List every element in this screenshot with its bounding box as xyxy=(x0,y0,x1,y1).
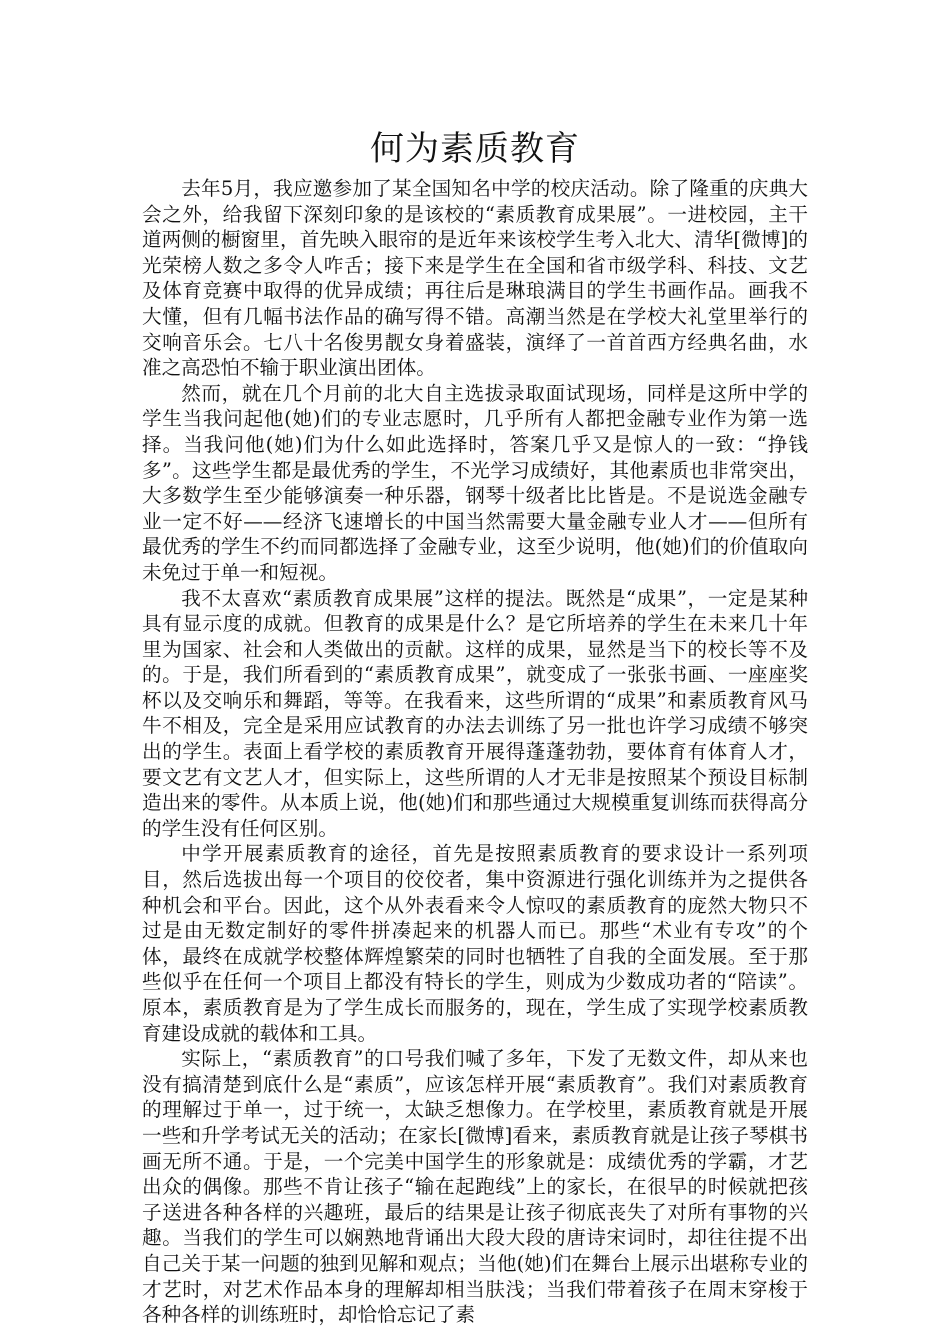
paragraph: 然而，就在几个月前的北大自主选拔录取面试现场，同样是这所中学的学生当我问起他(她)们的专业志愿时，几乎所有人都把金融专业作为第一选择。当我问他(她)们为什么如此选择时，答案几乎又是惊人的一致：“挣钱多”。这些学生都是最优秀的学生，不光学习成绩好，其他素质也非常突出，大多数学生至少能够演奏一种乐器，钢琴十级者比比皆是。不是说选金融专业一定不好——经济飞速增长的中国当然需要大量金融专业人才——但所有最优秀的学生不约而同都选择了金融专业，这至少说明，他(她)们的价值取向未免过于单一和短视。 xyxy=(142,381,808,584)
paragraph: 我不太喜欢“素质教育成果展”这样的提法。既然是“成果”，一定是某种具有显示度的成就。但教育的成果是什么？是它所培养的学生在未来几十年里为国家、社会和人类做出的贡献。这样的成果，显然是当下的校长等不及的。于是，我们所看到的“素质教育成果”，就变成了一张张书画、一座座奖杯以及交响乐和舞蹈，等等。在我看来，这些所谓的“成果”和素质教育风马牛不相及，完全是采用应试教育的办法去训练了另一批也许学习成绩不够突出的学生。表面上看学校的素质教育开展得蓬蓬勃勃，要体育有体育人才，要文艺有文艺人才，但实际上，这些所谓的人才无非是按照某个预设目标制造出来的零件。从本质上说，他(她)们和那些通过大规模重复训练而获得高分的学生没有任何区别。 xyxy=(142,586,808,840)
document-body xyxy=(142,176,808,1328)
paragraph: 去年5月，我应邀参加了某全国知名中学的校庆活动。除了隆重的庆典大会之外，给我留下深刻印象的是该校的“素质教育成果展”。一进校园，主干道两侧的橱窗里，首先映入眼帘的是近年来该校学生考入北大、清华[微博]的光荣榜人数之多令人咋舌；接下来是学生在全国和省市级学科、科技、文艺及体育竞赛中取得的优异成绩；再往后是琳琅满目的学生书画作品。画我不大懂，但有几幅书法作品的确写得不错。高潮当然是在学校大礼堂里举行的交响音乐会。七八十名俊男靓女身着盛装，演绎了一首首西方经典名曲，水准之高恐怕不输于职业演出团体。 xyxy=(142,177,808,380)
paragraph: 实际上，“素质教育”的口号我们喊了多年，下发了无数文件，却从来也没有搞清楚到底什么是“素质”，应该怎样开展“素质教育”。我们对素质教育的理解过于单一，过于统一，太缺乏想像力。在学校里，素质教育就是开展一些和升学考试无关的活动；在家长[微博]看来，素质教育就是让孩子琴棋书画无所不通。于是，一个完美中国学生的形象就是：成绩优秀的学霸，才艺出众的偶像。那些不肯让孩子“输在起跑线”上的家长，在很早的时候就把孩子送进各种各样的兴趣班，最后的结果是让孩子彻底丧失了对所有事物的兴趣。当我们的学生可以娴熟地背诵出大段大段的唐诗宋词时，却往往提不出自己关于某一问题的独到见解和观点；当他(她)们在舞台上展示出堪称专业的才艺时，对艺术作品本身的理解却相当肤浅；当我们带着孩子在周末穿梭于各种各样的训练班时，却恰恰忘记了素 xyxy=(142,1047,808,1327)
document-title: 何为素质教育 xyxy=(370,129,580,169)
paragraph: 中学开展素质教育的途径，首先是按照素质教育的要求设计一系列项目，然后选拔出每一个项目的佼佼者，集中资源进行强化训练并为之提供各种机会和平台。因此，这个从外表看来令人惊叹的素质教育的庞然大物只不过是由无数定制好的零件拼凑起来的机器人而已。那些“术业有专攻”的个体，最终在成就学校整体辉煌繁荣的同时也牺牲了自我的全面发展。至于那些似乎在任何一个项目上都没有特长的学生，则成为少数成功者的“陪读”。原本，素质教育是为了学生成长而服务的，现在，学生成了实现学校素质教育建设成就的载体和工具。 xyxy=(142,842,808,1045)
